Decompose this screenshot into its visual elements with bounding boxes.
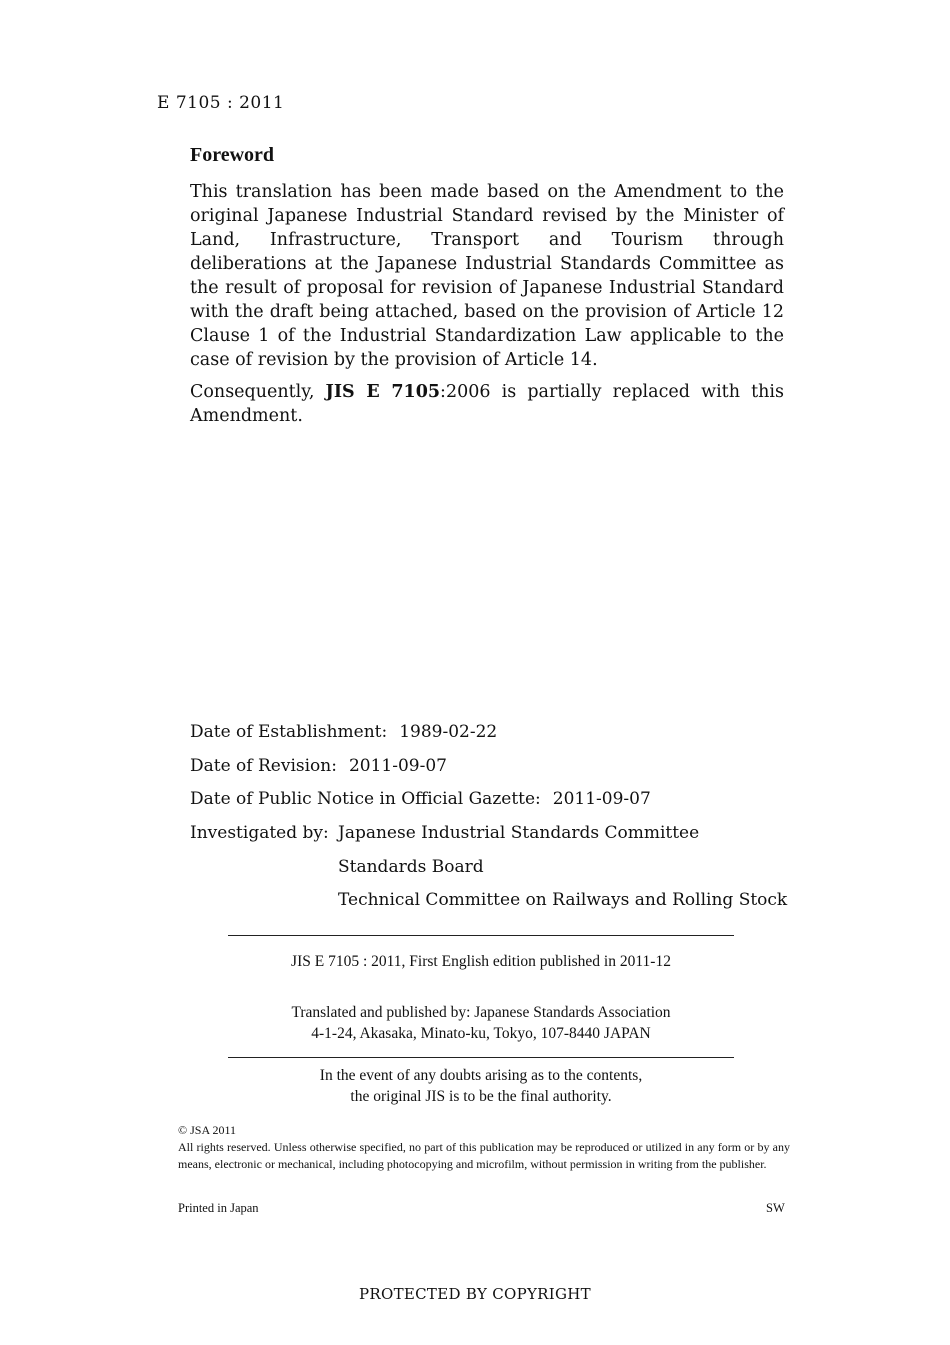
publisher-address: 4-1-24, Akasaka, Minato-ku, Tokyo, 107-8440 JAPAN [311, 1025, 651, 1042]
document-code-header: E 7105 : 2011 [157, 93, 285, 113]
establishment-value: 1989-02-22 [399, 722, 498, 742]
investigated-by-label: Investigated by: [190, 823, 329, 843]
investigated-by-line: Technical Committee on Railways and Rolling Stock [338, 890, 788, 910]
divider-bottom [228, 1057, 734, 1058]
foreword-paragraph-1: This translation has been made based on the Amendment to the original Japanese Industrial Standard revised by the Minister of Land, Infrastructure, Transport and Tourism through deliberations at the Japanese Industrial Standards Committee as the result of proposal for revision of Japanese Industrial Standard with the draft being attached, based on the provision of Article 12 Clause 1 of the Industrial Standardization Law applicable to the case of revision by the provision of Article 14. [190, 182, 784, 370]
authority-line-2: the original JIS is to be the final authority. [350, 1088, 612, 1105]
authority-line-1: In the event of any doubts arising as to the contents, [319, 1067, 643, 1084]
revision-value: 2011-09-07 [348, 756, 447, 776]
rights-statement: All rights reserved. Unless otherwise specified, no part of this publication may be reproduced or utilized in any form or by any means, electronic or mechanical, including photocopying and microfilm, without permission in writing from the publisher. [178, 1140, 790, 1171]
foreword-paragraph-2 [190, 380, 784, 428]
revision-label: Date of Revision: [190, 756, 337, 776]
protected-by-copyright-footer: PROTECTED BY COPYRIGHT [359, 1285, 591, 1303]
public-notice-date-row [190, 789, 651, 809]
investigated-by-line: Japanese Industrial Standards Committee [338, 823, 700, 843]
public-notice-value: 2011-09-07 [552, 789, 651, 809]
standard-reference: JIS E 7105 [325, 382, 441, 402]
copyright-notice: © JSA 2011 [178, 1123, 237, 1137]
edition-line: JIS E 7105 : 2011, First English edition published in 2011-12 [291, 953, 671, 970]
publisher-line-1: Translated and published by: Japanese Standards Association [291, 1004, 671, 1021]
establishment-label: Date of Establishment: [190, 722, 388, 742]
investigated-by-line: Standards Board [338, 857, 484, 877]
printed-in-japan: Printed in Japan [178, 1201, 259, 1215]
revision-date-row [190, 756, 447, 776]
foreword-title: Foreword [190, 144, 275, 166]
paragraph-2-suffix: :2006 is partially replaced with this Amendment. [190, 382, 784, 426]
public-notice-label: Date of Public Notice in Official Gazette: [190, 789, 541, 809]
sw-code: SW [766, 1201, 785, 1215]
establishment-date-row [190, 722, 497, 742]
divider-top [228, 935, 734, 936]
paragraph-2-prefix: Consequently, [190, 382, 326, 402]
